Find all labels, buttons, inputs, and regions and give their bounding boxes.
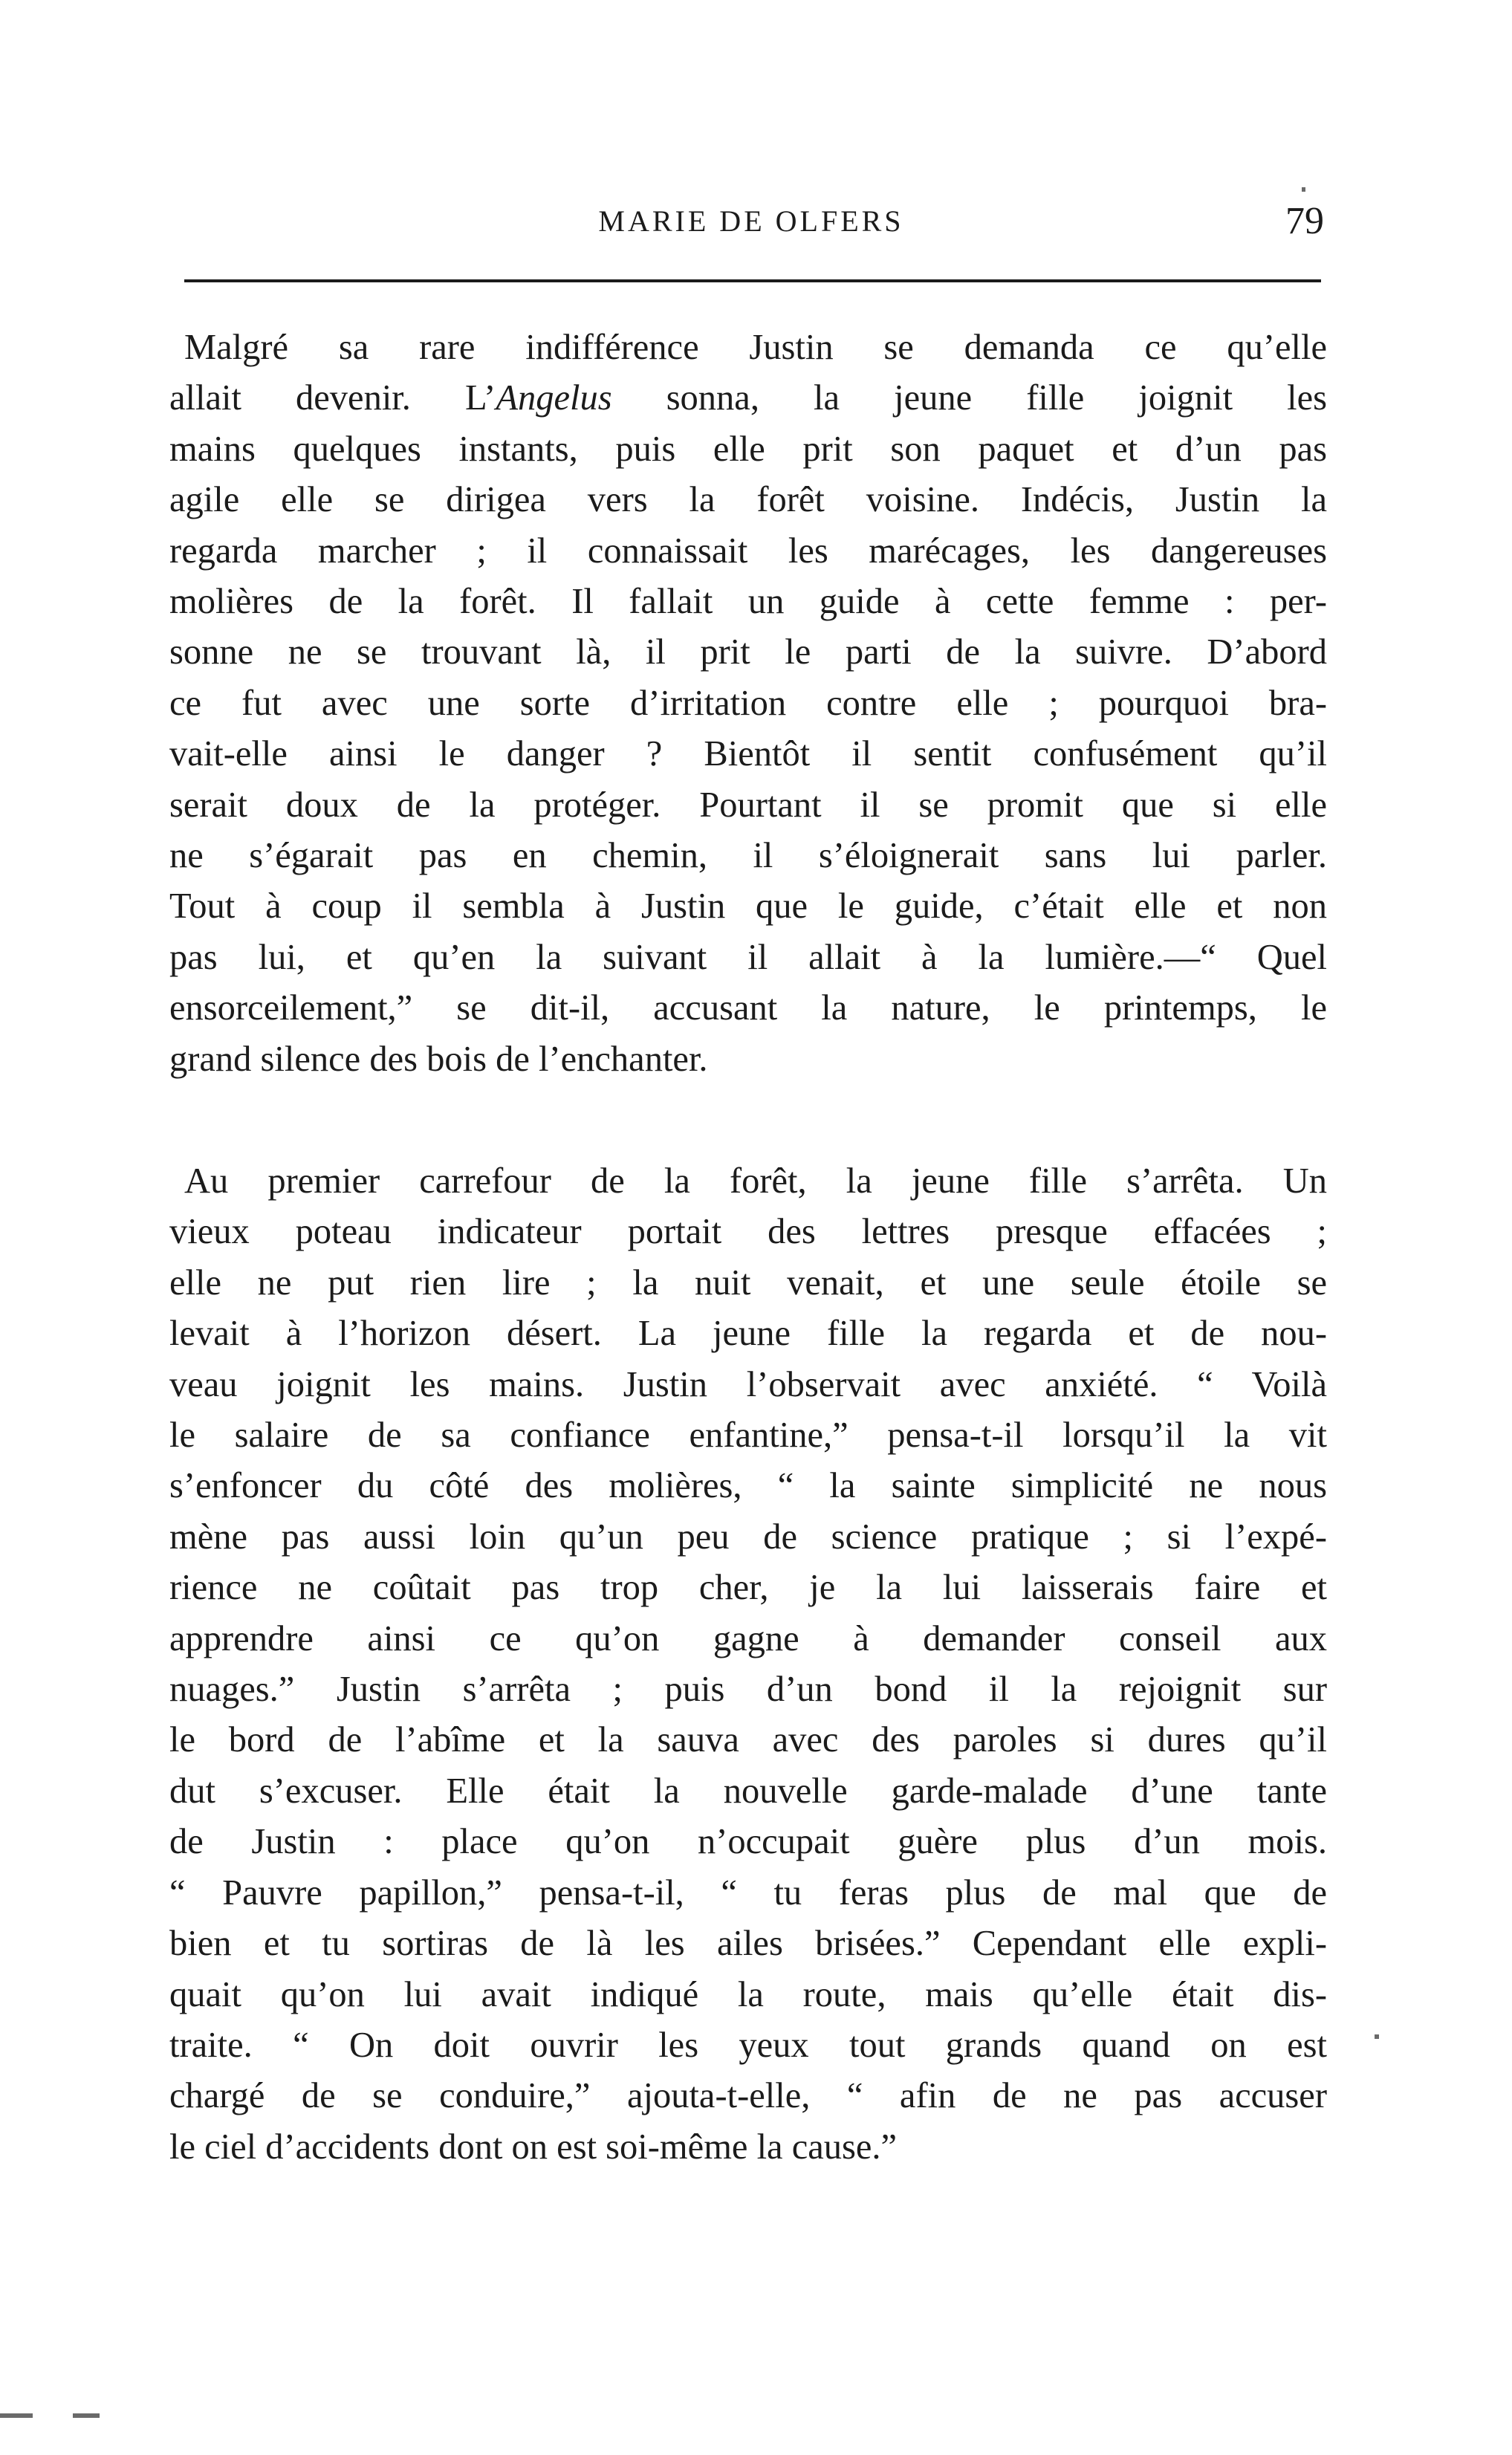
text-line-with-italic	[169, 373, 1327, 424]
text-line: chargé de se conduire,” ajouta-t-elle, “ afin de ne pas accuser	[169, 2076, 1327, 2116]
text-line: regarda marcher ; il connaissait les marécages, les dangereuses	[169, 531, 1327, 571]
scan-speck	[1375, 2034, 1379, 2039]
text-line: ne s’égarait pas en chemin, il s’éloignerait sans lui parler.	[169, 836, 1327, 876]
text-line: agile elle se dirigea vers la forêt voisine. Indécis, Justin la	[169, 480, 1327, 520]
text-line: ce fut avec une sorte d’irritation contre elle ; pourquoi bra-	[169, 683, 1327, 723]
scan-speck	[1302, 187, 1305, 192]
text-line: Malgré sa rare indifférence Justin se demanda ce qu’elle	[184, 328, 1327, 367]
text-line: elle ne put rien lire ; la nuit venait, et une seule étoile se	[169, 1262, 1327, 1303]
text-line: bien et tu sortiras de là les ailes brisées.” Cependant elle expli-	[169, 1924, 1327, 1964]
text-line-segment: sonna, la jeune fille joignit les	[666, 378, 1328, 418]
text-line: molières de la forêt. Il fallait un guide à cette femme : per-	[169, 582, 1327, 622]
text-line: dut s’excuser. Elle était la nouvelle garde-malade d’une tante	[169, 1771, 1327, 1811]
paragraph-1	[169, 322, 1327, 1085]
text-line: apprendre ainsi ce qu’on gagne à demander conseil aux	[169, 1618, 1327, 1658]
text-line: traite. “ On doit ouvrir les yeux tout grands quand on est	[169, 2025, 1327, 2065]
text-line: vait-elle ainsi le danger ? Bientôt il sentit confusément qu’il	[169, 734, 1327, 774]
header-rule	[184, 279, 1321, 282]
paragraph-2	[169, 1156, 1327, 2173]
text-line: mains quelques instants, puis elle prit son paquet et d’un pas	[169, 429, 1327, 469]
text-line: pas lui, et qu’en la suivant il allait à la lumière.—“ Quel	[169, 937, 1327, 977]
scan-edge-mark	[0, 2413, 33, 2418]
text-line: veau joignit les mains. Justin l’observait avec anxiété. “ Voilà	[169, 1364, 1327, 1404]
text-line: sonne ne se trouvant là, il prit le parti de la suivre. D’abord	[169, 632, 1327, 672]
text-line: le ciel d’accidents dont on est soi-même la cause.”	[169, 2127, 898, 2167]
text-line: Tout à coup il sembla à Justin que le guide, c’était elle et non	[169, 886, 1327, 927]
text-line: Au premier carrefour de la forêt, la jeune fille s’arrêta. Un	[184, 1161, 1327, 1201]
text-line-segment: allait devenir. L’	[169, 378, 496, 418]
text-line: rience ne coûtait pas trop cher, je la lui laisserais faire et	[169, 1568, 1327, 1608]
text-line: levait à l’horizon désert. La jeune fille la regarda et de nou-	[169, 1314, 1327, 1354]
running-header	[178, 199, 1324, 244]
text-line: vieux poteau indicateur portait des lettres presque effacées ;	[169, 1212, 1327, 1252]
page-number: 79	[1285, 200, 1324, 242]
text-line: le bord de l’abîme et la sauva avec des paroles si dures qu’il	[169, 1720, 1327, 1760]
text-line: quait qu’on lui avait indiqué la route, mais qu’elle était dis-	[169, 1974, 1327, 2014]
text-line: nuages.” Justin s’arrêta ; puis d’un bond il la rejoignit sur	[169, 1670, 1327, 1710]
text-line: serait doux de la protéger. Pourtant il se promit que si elle	[169, 785, 1327, 825]
italic-word-angelus: Angelus	[496, 378, 612, 418]
running-title: MARIE DE OLFERS	[598, 204, 904, 238]
text-line: le salaire de sa confiance enfantine,” pensa-t-il lorsqu’il la vit	[169, 1415, 1327, 1456]
text-line: “ Pauvre papillon,” pensa-t-il, “ tu feras plus de mal que de	[169, 1872, 1327, 1913]
scan-edge-mark	[73, 2413, 100, 2418]
text-line: s’enfoncer du côté des molières, “ la sainte simplicité ne nous	[169, 1466, 1327, 1506]
text-line: ensorceilement,” se dit-il, accusant la nature, le printemps, le	[169, 988, 1327, 1028]
text-line: grand silence des bois de l’enchanter.	[169, 1039, 708, 1079]
text-line: mène pas aussi loin qu’un peu de science pratique ; si l’expé-	[169, 1517, 1327, 1557]
text-line: de Justin : place qu’on n’occupait guère plus d’un mois.	[169, 1822, 1327, 1862]
